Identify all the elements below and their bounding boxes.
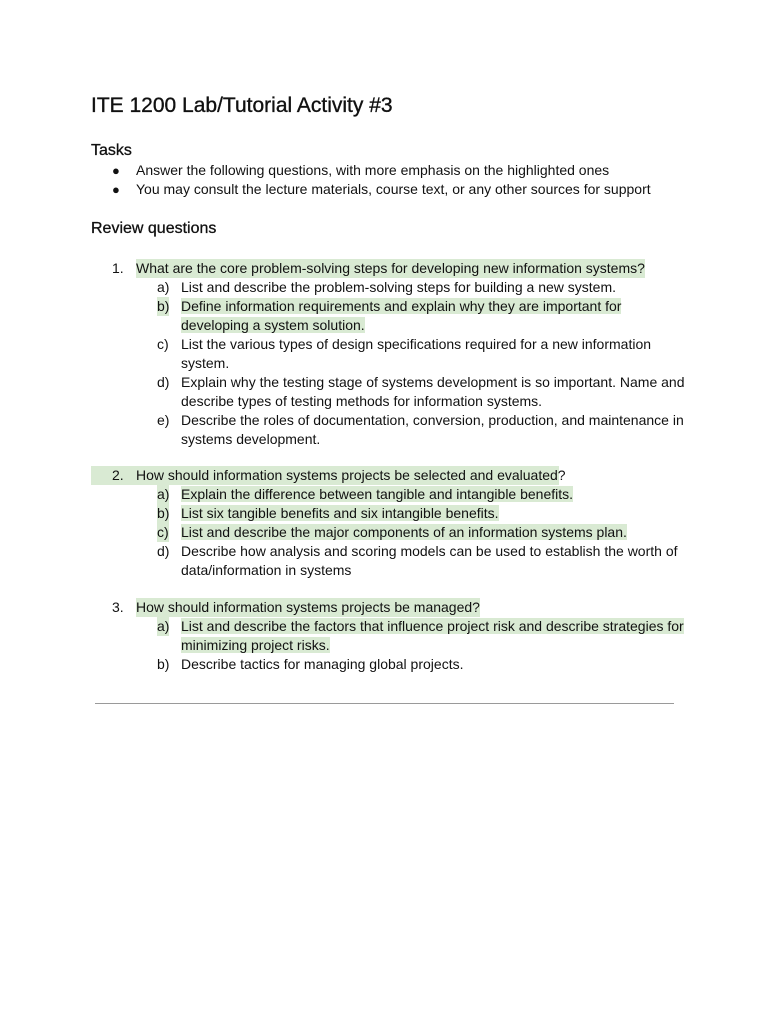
sub-text: List and describe the major components of an information systems plan.: [181, 524, 627, 540]
sub-label: b): [157, 505, 170, 521]
tasks-list: [91, 161, 651, 199]
task-text: Answer the following questions, with more emphasis on the highlighted ones: [136, 162, 610, 178]
tasks-heading: Tasks: [91, 142, 132, 159]
sub-question: [91, 655, 691, 674]
sub-question: [91, 335, 691, 373]
task-text: You may consult the lecture materials, course text, or any other sources for support: [136, 181, 651, 197]
sub-question: [91, 617, 691, 655]
sub-text: List the various types of design specifications required for a new information system.: [181, 336, 652, 371]
sub-label: b): [157, 656, 170, 672]
question-number: 2.: [112, 467, 124, 483]
bullet-icon: ●: [112, 163, 120, 178]
question-number: 3.: [112, 599, 124, 615]
review-heading: Review questions: [91, 220, 217, 237]
question-text: How should information systems projects be managed?: [136, 599, 480, 615]
sub-label: b): [157, 298, 170, 314]
sub-question: [91, 485, 691, 504]
sub-text: Define information requirements and explain why they are important for developing a system solution.: [181, 298, 622, 333]
question-3: [91, 598, 691, 674]
question-1: [91, 259, 691, 449]
sub-question: [91, 373, 691, 411]
sub-question: [91, 411, 691, 449]
question-text: How should information systems projects be selected and evaluated?: [136, 467, 566, 483]
question-line: [91, 466, 566, 485]
sub-label: d): [157, 374, 170, 390]
question-number: 1.: [112, 260, 124, 276]
list-item: [91, 180, 651, 199]
horizontal-divider: [95, 703, 674, 704]
sub-label: e): [157, 412, 170, 428]
sub-question: [91, 278, 691, 297]
question-line: [91, 259, 691, 278]
bullet-icon: ●: [112, 182, 120, 197]
sub-label: a): [157, 279, 170, 295]
sub-text: Describe how analysis and scoring models can be used to establish the worth of data/information in systems: [181, 543, 678, 578]
sub-label: c): [157, 336, 169, 352]
sub-text: List and describe the problem-solving steps for building a new system.: [181, 279, 616, 295]
sub-label: c): [157, 524, 169, 540]
sub-text: List six tangible benefits and six intangible benefits.: [181, 505, 499, 521]
sub-label: a): [157, 486, 170, 502]
question-line: [91, 598, 691, 617]
sub-text: Explain why the testing stage of systems development is so important. Name and describe types of testing methods for information systems.: [181, 374, 685, 409]
sub-label: d): [157, 543, 170, 559]
question-2: [91, 466, 691, 580]
sub-text: Explain the difference between tangible and intangible benefits.: [181, 486, 574, 502]
sub-question: [91, 523, 691, 542]
list-item: [91, 161, 651, 180]
sub-text: Describe the roles of documentation, conversion, production, and maintenance in systems development.: [181, 412, 684, 447]
page-title: ITE 1200 Lab/Tutorial Activity #3: [91, 94, 393, 117]
sub-question: [91, 297, 691, 335]
sub-question: [91, 504, 691, 523]
question-text: What are the core problem-solving steps for developing new information systems?: [136, 260, 645, 276]
sub-text: List and describe the factors that influence project risk and describe strategies for minimizing project risks.: [181, 618, 684, 653]
sub-text: Describe tactics for managing global projects.: [181, 656, 464, 672]
sub-question: [91, 542, 691, 580]
sub-label: a): [157, 618, 170, 634]
